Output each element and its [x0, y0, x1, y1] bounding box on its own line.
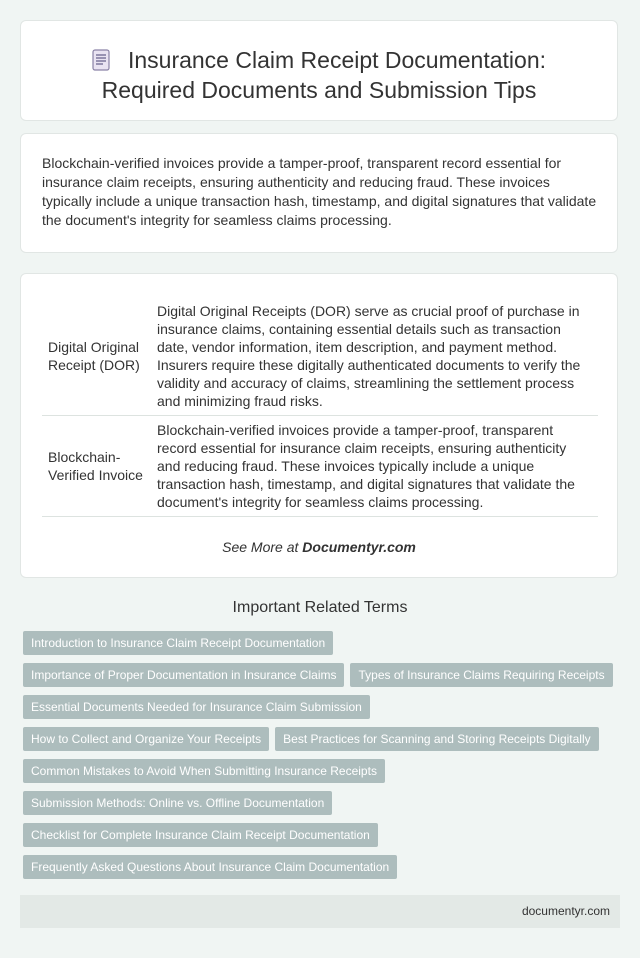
description-cell: Digital Original Receipts (DOR) serve as crucial proof of purchase in insurance claims, containing essential details such as transaction date, vendor information, item description, and payment method. Insurers require these digitally authenticated documents to verify the validity and accuracy of claims, streamlining the settlement process and minimizing fraud risks. [151, 297, 598, 416]
related-term-tag[interactable]: Essential Documents Needed for Insurance Claim Submission [23, 695, 370, 719]
description-cell: Blockchain-verified invoices provide a tamper-proof, transparent record essential for insurance claim receipts, ensuring authenticity and reducing fraud. These invoices typically include a unique transaction hash, timestamp, and digital signatures that validate the document's integrity for seamless claims processing. [151, 416, 598, 517]
see-more-link[interactable]: Documentyr.com [302, 539, 416, 555]
related-term-tag[interactable]: Checklist for Complete Insurance Claim Receipt Documentation [23, 823, 378, 847]
definitions-card [20, 273, 618, 578]
title-line-1: Insurance Claim Receipt Documentation: [127, 47, 547, 73]
related-term-tag[interactable]: Importance of Proper Documentation in Insurance Claims [23, 663, 344, 687]
related-terms-list [23, 631, 623, 887]
page-title [21, 45, 617, 105]
related-term-tag[interactable]: Common Mistakes to Avoid When Submitting Insurance Receipts [23, 759, 385, 783]
related-terms-heading: Important Related Terms [232, 599, 408, 616]
related-term-tag[interactable]: Best Practices for Scanning and Storing Receipts Digitally [275, 727, 598, 751]
see-more [21, 539, 617, 555]
intro-card [20, 133, 618, 253]
term-cell: Blockchain-Verified Invoice [42, 416, 151, 517]
footer [20, 895, 620, 928]
definitions-table [42, 297, 598, 517]
see-more-prefix: See More at [222, 539, 303, 555]
title-card [20, 20, 618, 121]
related-term-tag[interactable]: How to Collect and Organize Your Receipts [23, 727, 269, 751]
related-term-tag[interactable]: Types of Insurance Claims Requiring Receipts [350, 663, 612, 687]
table-row [42, 297, 598, 416]
intro-paragraph: Blockchain-verified invoices provide a tamper-proof, transparent record essential for insurance claim receipts, ensuring authenticity and reducing fraud. These invoices typically include a unique transaction hash, timestamp, and digital signatures that validate the document's integrity for seamless claims processing. [42, 155, 597, 228]
related-term-tag[interactable]: Submission Methods: Online vs. Offline Documentation [23, 791, 332, 815]
term-cell: Digital Original Receipt (DOR) [42, 297, 151, 416]
footer-site-link[interactable]: documentyr.com [521, 904, 610, 918]
document-icon [92, 48, 110, 70]
related-term-tag[interactable]: Introduction to Insurance Claim Receipt Documentation [23, 631, 333, 655]
table-row [42, 416, 598, 517]
title-line-2: Required Documents and Submission Tips [101, 77, 537, 103]
related-term-tag[interactable]: Frequently Asked Questions About Insurance Claim Documentation [23, 855, 397, 879]
